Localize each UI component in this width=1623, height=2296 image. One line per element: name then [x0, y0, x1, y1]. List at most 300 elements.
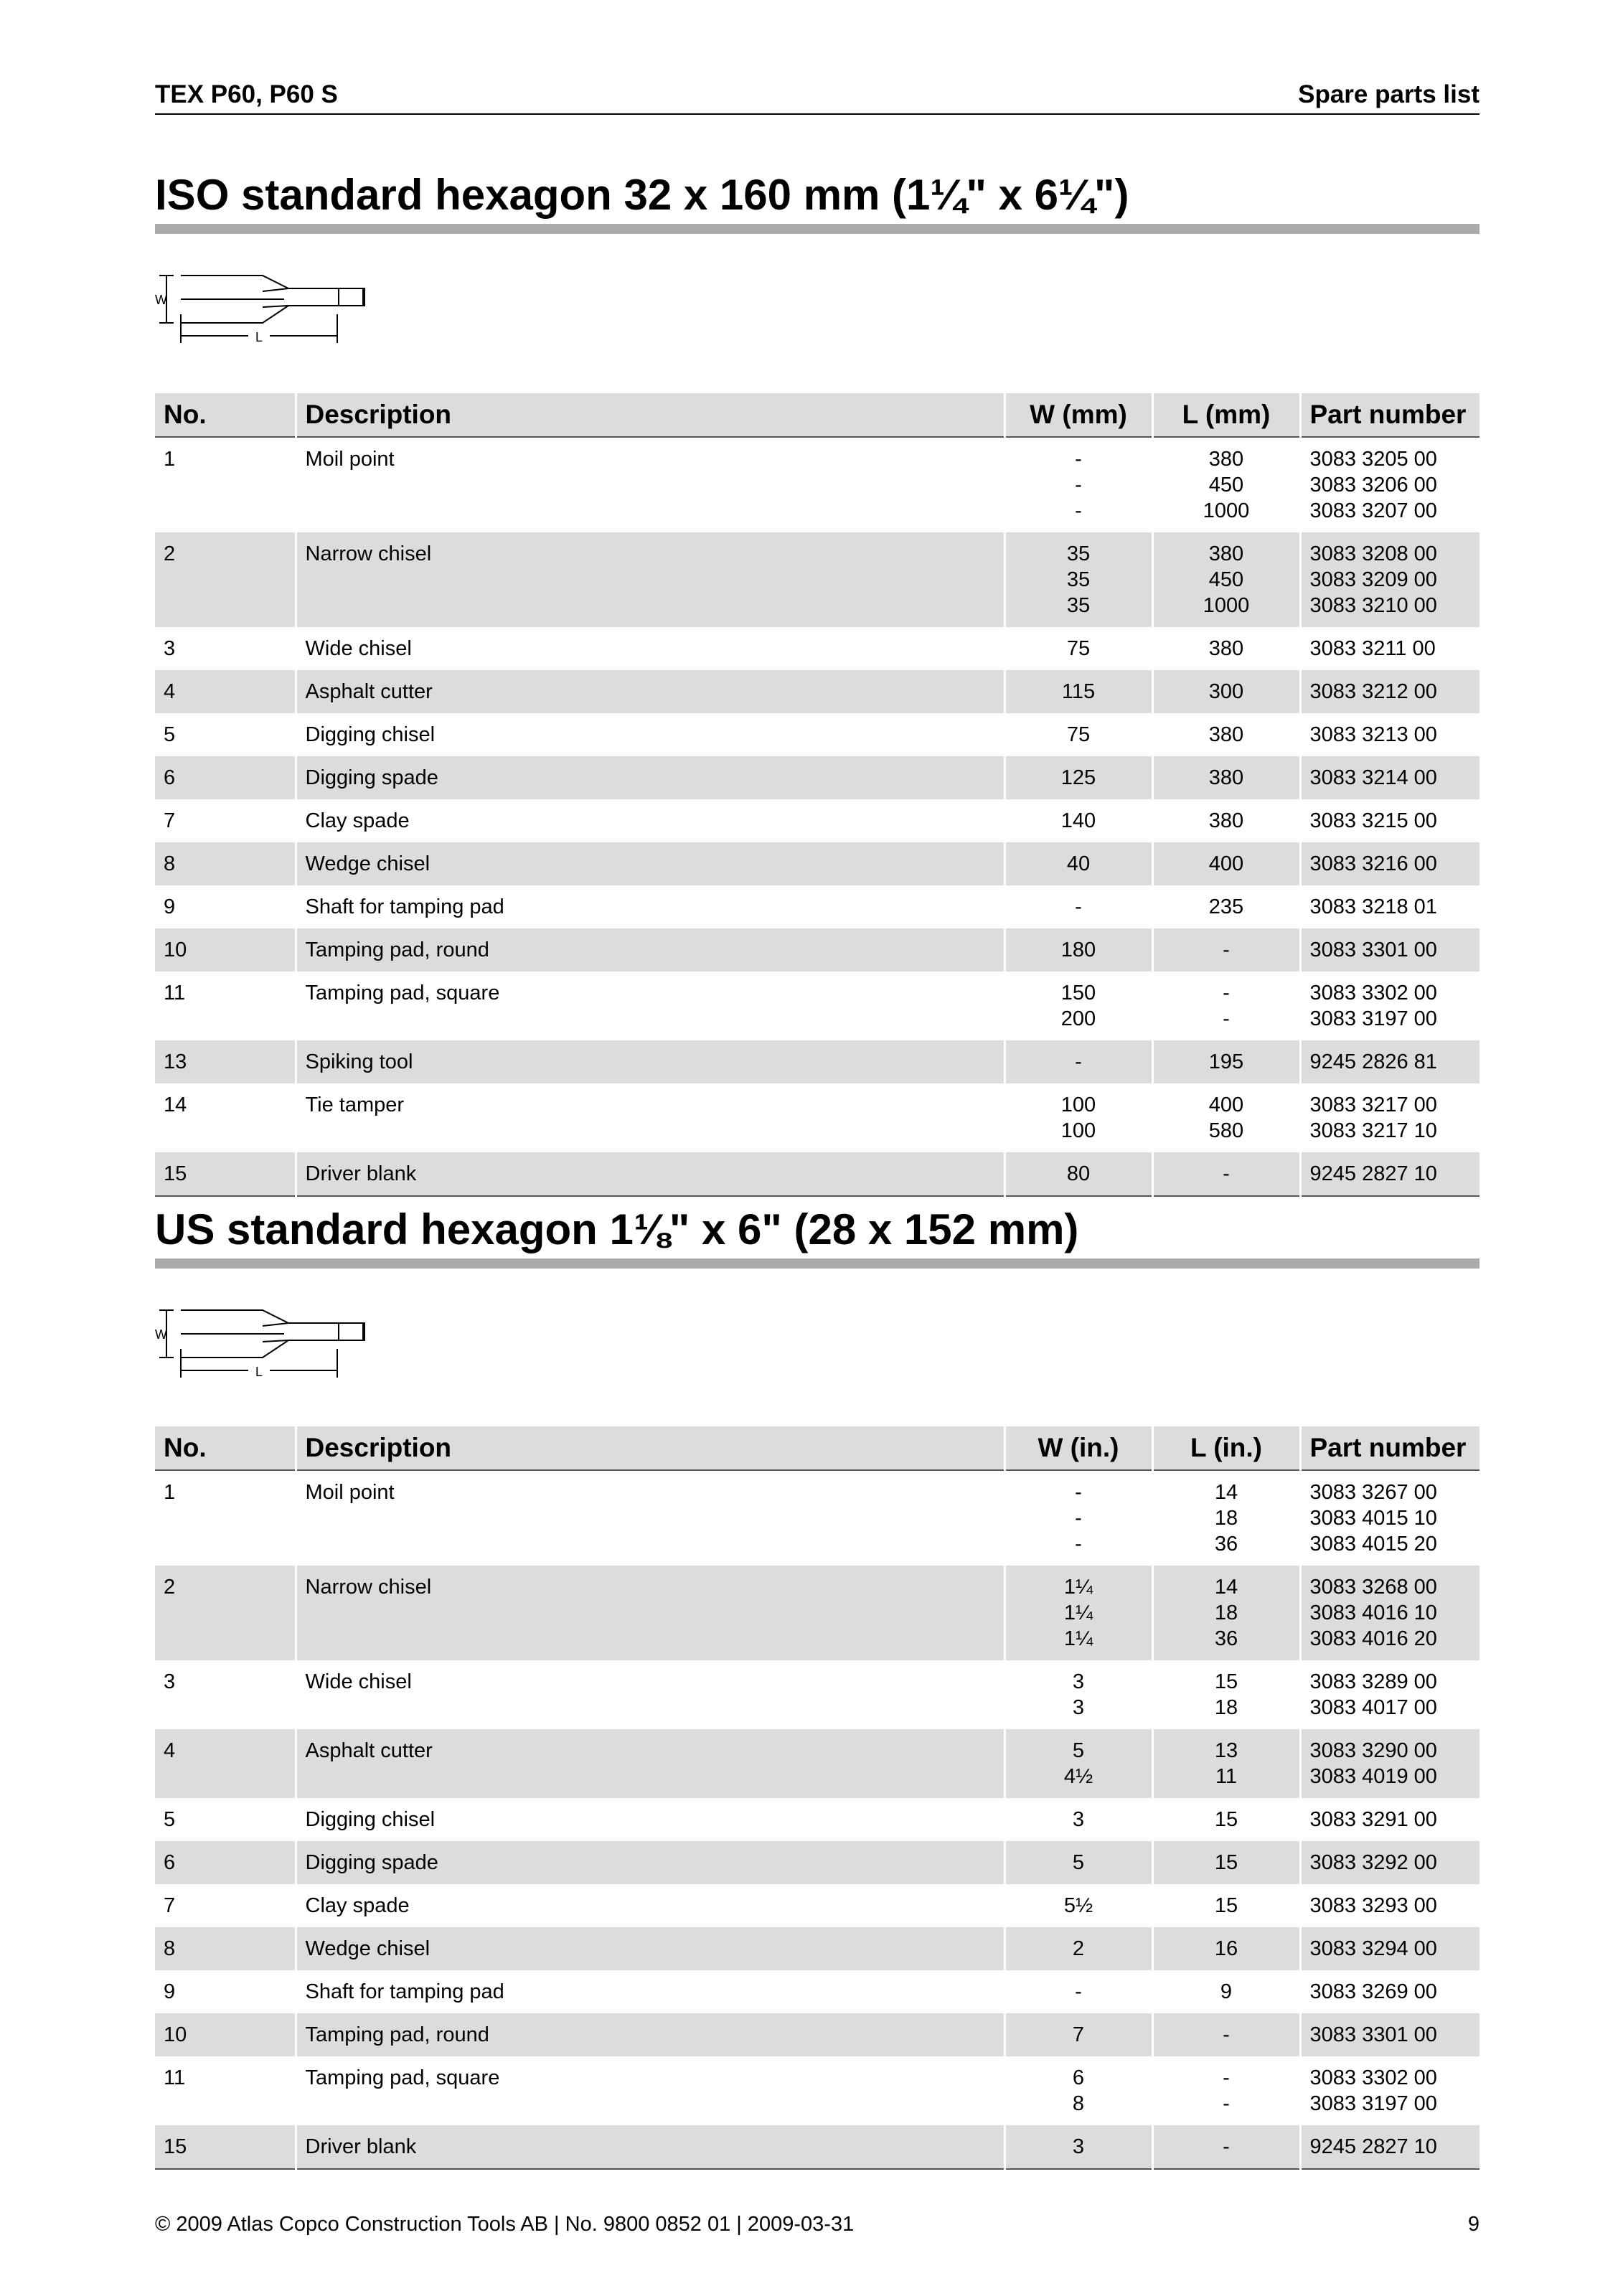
cell-w-line: 180 — [1060, 938, 1096, 961]
cell-description: Tamping pad, square — [296, 971, 1005, 1040]
cell-part-number — [1300, 1798, 1479, 1841]
page-footer — [155, 2211, 1479, 2237]
cell-part-number-line: 9245 2826 81 — [1309, 1050, 1437, 1073]
cell-l — [1152, 1660, 1300, 1729]
cell-w — [1005, 1970, 1152, 2013]
cell-l — [1152, 2056, 1300, 2125]
cell-part-number — [1300, 1884, 1479, 1927]
us-tool-diagram — [155, 1306, 385, 1385]
cell-l-line: 18 — [1214, 1507, 1238, 1530]
cell-l-line: 15 — [1214, 1808, 1238, 1831]
cell-l — [1152, 1152, 1300, 1196]
table-row — [155, 437, 1479, 532]
iso-parts-table — [155, 393, 1479, 1197]
column-header-l: L (in.) — [1152, 1426, 1300, 1470]
cell-w-line: 4½ — [1063, 1765, 1093, 1788]
cell-part-number-line: 3083 3217 10 — [1309, 1119, 1437, 1142]
cell-no: 8 — [155, 842, 296, 885]
cell-description: Narrow chisel — [296, 1566, 1005, 1660]
cell-l — [1152, 713, 1300, 756]
cell-part-number-line: 3083 3215 00 — [1309, 809, 1437, 832]
cell-w-line: 3 — [1072, 2135, 1085, 2158]
cell-description: Narrow chisel — [296, 532, 1005, 627]
column-header-l: L (mm) — [1152, 393, 1300, 437]
cell-part-number — [1300, 2013, 1479, 2056]
iso-tool-diagram — [155, 271, 385, 350]
cell-l-line: 14 — [1214, 1481, 1238, 1504]
column-header-description: Description — [296, 1426, 1005, 1470]
cell-w — [1005, 1841, 1152, 1884]
table-row — [155, 532, 1479, 627]
cell-l — [1152, 1970, 1300, 2013]
cell-w-line: 2 — [1072, 1937, 1085, 1960]
cell-l-line: 15 — [1214, 1894, 1238, 1917]
cell-w — [1005, 1152, 1152, 1196]
cell-part-number-line: 3083 3197 00 — [1309, 1007, 1437, 1030]
w-dimension-label: W — [155, 293, 167, 307]
cell-w-line: 8 — [1072, 2092, 1085, 2115]
cell-part-number — [1300, 1970, 1479, 2013]
cell-l-line: 450 — [1208, 474, 1244, 497]
cell-part-number — [1300, 842, 1479, 885]
cell-w — [1005, 1083, 1152, 1152]
table-row — [155, 670, 1479, 713]
column-header-description: Description — [296, 393, 1005, 437]
cell-w — [1005, 756, 1152, 799]
cell-part-number-line: 9245 2827 10 — [1309, 1162, 1437, 1185]
cell-part-number-line: 3083 3290 00 — [1309, 1739, 1437, 1762]
iso-section-title: ISO standard hexagon 32 x 160 mm (1¼" x 6¼") — [155, 171, 1129, 219]
cell-l — [1152, 842, 1300, 885]
cell-l-line: 36 — [1214, 1627, 1238, 1650]
cell-no: 1 — [164, 448, 176, 471]
cell-part-number — [1300, 627, 1479, 670]
cell-description: Tamping pad, square — [296, 2056, 1005, 2125]
cell-l-line: 18 — [1214, 1601, 1238, 1624]
table-row — [155, 799, 1479, 842]
cell-no: 10 — [155, 928, 296, 971]
cell-w-line: 100 — [1060, 1119, 1096, 1142]
cell-part-number-line: 3083 3269 00 — [1309, 1980, 1437, 2003]
cell-l — [1152, 1798, 1300, 1841]
cell-w-line: 1¼ — [1063, 1601, 1093, 1624]
cell-l-line: - — [1223, 938, 1230, 961]
cell-l-line: 15 — [1214, 1851, 1238, 1874]
cell-l-line: - — [1223, 2135, 1230, 2158]
cell-part-number-line: 3083 3207 00 — [1309, 499, 1437, 522]
table-row — [155, 1841, 1479, 1884]
cell-no: 7 — [164, 1894, 176, 1917]
cell-w — [1005, 1798, 1152, 1841]
cell-no: 5 — [164, 723, 176, 746]
cell-description: Wide chisel — [296, 1660, 1005, 1729]
cell-part-number — [1300, 1927, 1479, 1970]
cell-l — [1152, 885, 1300, 928]
cell-description: Shaft for tamping pad — [296, 885, 1005, 928]
cell-l-line: 300 — [1208, 680, 1244, 703]
cell-w-line: 115 — [1061, 680, 1096, 703]
cell-w — [1005, 842, 1152, 885]
table-header-row — [155, 1426, 1479, 1470]
cell-part-number-line: 3083 4016 10 — [1309, 1601, 1437, 1624]
w-dimension-label: W — [155, 1327, 167, 1342]
cell-part-number-line: 3083 3214 00 — [1309, 766, 1437, 789]
cell-no: 4 — [155, 1729, 296, 1798]
cell-l-line: 400 — [1208, 1093, 1244, 1116]
cell-w-line: 140 — [1060, 809, 1096, 832]
cell-l-line: - — [1223, 2023, 1230, 2046]
table-row — [155, 1083, 1479, 1152]
cell-part-number-line: 3083 3294 00 — [1309, 1937, 1437, 1960]
cell-l-line: 195 — [1208, 1050, 1244, 1073]
cell-description: Digging spade — [296, 756, 1005, 799]
cell-part-number-line: 3083 3291 00 — [1309, 1808, 1437, 1831]
cell-part-number — [1300, 1470, 1479, 1566]
cell-no: 10 — [155, 2013, 296, 2056]
us-parts-table — [155, 1426, 1479, 2170]
cell-part-number-line: 3083 3197 00 — [1309, 2092, 1437, 2115]
cell-part-number-line: 3083 3267 00 — [1309, 1481, 1437, 1504]
cell-part-number-line: 3083 4019 00 — [1309, 1765, 1437, 1788]
cell-description: Moil point — [296, 1470, 1005, 1566]
table-row — [155, 1470, 1479, 1566]
cell-w-line: 100 — [1060, 1093, 1096, 1116]
cell-l-line: 18 — [1214, 1696, 1238, 1719]
cell-part-number — [1300, 1729, 1479, 1798]
cell-part-number — [1300, 713, 1479, 756]
cell-no: 5 — [164, 1808, 176, 1831]
cell-part-number — [1300, 670, 1479, 713]
us-title-bar — [155, 1258, 1479, 1269]
table-row — [155, 2056, 1479, 2125]
cell-w-line: 5 — [1072, 1739, 1085, 1762]
cell-l-line: 450 — [1208, 568, 1244, 591]
cell-w — [1005, 437, 1152, 532]
cell-l — [1152, 437, 1300, 532]
cell-l — [1152, 1566, 1300, 1660]
cell-w-line: - — [1075, 1050, 1082, 1073]
cell-w — [1005, 885, 1152, 928]
cell-l-line: 235 — [1208, 895, 1244, 918]
cell-l — [1152, 1470, 1300, 1566]
cell-w-line: 75 — [1066, 637, 1091, 660]
cell-w — [1005, 713, 1152, 756]
table-header-row — [155, 393, 1479, 437]
table-row — [155, 885, 1479, 928]
cell-l-line: - — [1223, 1007, 1230, 1030]
cell-part-number-line: 3083 4017 00 — [1309, 1696, 1437, 1719]
cell-description: Clay spade — [296, 1884, 1005, 1927]
cell-l-line: 15 — [1214, 1670, 1238, 1693]
cell-part-number — [1300, 1566, 1479, 1660]
cell-w — [1005, 1566, 1152, 1660]
cell-w-line: 35 — [1066, 542, 1091, 565]
cell-w-line: - — [1075, 895, 1082, 918]
cell-part-number — [1300, 799, 1479, 842]
cell-no: 4 — [155, 670, 296, 713]
cell-description: Clay spade — [296, 799, 1005, 842]
cell-l-line: 9 — [1220, 1980, 1233, 2003]
cell-part-number-line: 3083 3216 00 — [1309, 852, 1437, 875]
product-name: TEX P60, P60 S — [155, 80, 338, 108]
cell-no: 3 — [164, 1670, 176, 1693]
cell-w-line: 3 — [1072, 1696, 1085, 1719]
table-row — [155, 1152, 1479, 1196]
cell-w-line: 1¼ — [1063, 1576, 1093, 1599]
cell-part-number-line: 3083 3213 00 — [1309, 723, 1437, 746]
iso-title-bar — [155, 224, 1479, 234]
cell-w-line: 35 — [1066, 568, 1091, 591]
cell-w-line: 3 — [1072, 1808, 1085, 1831]
cell-part-number — [1300, 437, 1479, 532]
cell-l — [1152, 2013, 1300, 2056]
cell-w-line: - — [1075, 448, 1082, 471]
cell-w-line: - — [1075, 499, 1082, 522]
cell-l-line: 380 — [1208, 723, 1244, 746]
cell-l-line: - — [1223, 2066, 1230, 2089]
cell-description: Asphalt cutter — [296, 1729, 1005, 1798]
cell-part-number — [1300, 2056, 1479, 2125]
cell-w-line: - — [1075, 1507, 1082, 1530]
cell-l-line: 11 — [1215, 1765, 1238, 1788]
cell-description: Tamping pad, round — [296, 2013, 1005, 2056]
cell-l-line: 580 — [1208, 1119, 1244, 1142]
cell-part-number-line: 3083 4015 10 — [1309, 1507, 1437, 1530]
cell-description: Driver blank — [296, 1152, 1005, 1196]
cell-no: 9 — [164, 1980, 176, 2003]
table-row — [155, 1798, 1479, 1841]
cell-w — [1005, 532, 1152, 627]
cell-no: 6 — [155, 1841, 296, 1884]
table-row — [155, 1660, 1479, 1729]
cell-no: 11 — [164, 982, 186, 1004]
cell-l-line: 36 — [1214, 1533, 1238, 1556]
cell-w-line: 1¼ — [1063, 1627, 1093, 1650]
cell-part-number-line: 3083 3301 00 — [1309, 2023, 1437, 2046]
column-header-w: W (mm) — [1005, 393, 1152, 437]
cell-part-number-line: 3083 3268 00 — [1309, 1576, 1437, 1599]
table-row — [155, 1040, 1479, 1083]
table-row — [155, 2125, 1479, 2169]
cell-part-number-line: 3083 3208 00 — [1309, 542, 1437, 565]
cell-l — [1152, 799, 1300, 842]
cell-l-line: 16 — [1214, 1937, 1238, 1960]
table-row — [155, 1566, 1479, 1660]
cell-no: 2 — [155, 532, 296, 627]
copyright-text: © 2009 Atlas Copco Construction Tools AB | No. 9800 0852 01 | 2009-03-31 — [155, 2213, 855, 2236]
cell-w-line: 75 — [1066, 723, 1091, 746]
column-header-part-number: Part number — [1300, 393, 1479, 437]
l-dimension-label: L — [255, 1365, 263, 1379]
cell-part-number — [1300, 1152, 1479, 1196]
page-header — [155, 77, 1479, 115]
cell-l — [1152, 1729, 1300, 1798]
cell-w — [1005, 1729, 1152, 1798]
cell-part-number — [1300, 2125, 1479, 2169]
table-row — [155, 627, 1479, 670]
cell-w-line: 40 — [1066, 852, 1091, 875]
cell-w — [1005, 1660, 1152, 1729]
column-header-part-number: Part number — [1300, 1426, 1479, 1470]
cell-w — [1005, 2125, 1152, 2169]
column-header-w: W (in.) — [1005, 1426, 1152, 1470]
cell-w-line: - — [1075, 1481, 1082, 1504]
cell-w-line: - — [1075, 1980, 1082, 2003]
cell-l — [1152, 532, 1300, 627]
cell-l — [1152, 2125, 1300, 2169]
column-header-no: No. — [155, 393, 296, 437]
table-row — [155, 1970, 1479, 2013]
cell-no: 7 — [164, 809, 176, 832]
cell-part-number-line: 3083 3218 01 — [1309, 895, 1437, 918]
cell-w — [1005, 1927, 1152, 1970]
cell-description: Moil point — [296, 437, 1005, 532]
cell-l-line: 13 — [1214, 1739, 1238, 1762]
cell-description: Spiking tool — [296, 1040, 1005, 1083]
cell-no: 3 — [164, 637, 176, 660]
cell-w-line: 80 — [1066, 1162, 1091, 1185]
table-row — [155, 756, 1479, 799]
cell-part-number — [1300, 1841, 1479, 1884]
cell-l-line: 1000 — [1203, 594, 1250, 617]
cell-w — [1005, 627, 1152, 670]
cell-w-line: - — [1075, 1533, 1082, 1556]
cell-description: Tie tamper — [296, 1083, 1005, 1152]
cell-part-number-line: 3083 3302 00 — [1309, 982, 1437, 1004]
table-row — [155, 928, 1479, 971]
section-name: Spare parts list — [1298, 80, 1479, 108]
cell-part-number-line: 3083 3289 00 — [1309, 1670, 1437, 1693]
cell-l-line: - — [1223, 1162, 1230, 1185]
cell-part-number — [1300, 928, 1479, 971]
cell-w-line: 5½ — [1063, 1894, 1093, 1917]
cell-part-number-line: 3083 3292 00 — [1309, 1851, 1437, 1874]
cell-part-number — [1300, 885, 1479, 928]
table-row — [155, 1927, 1479, 1970]
cell-l-line: 380 — [1208, 542, 1244, 565]
cell-part-number — [1300, 1040, 1479, 1083]
cell-part-number-line: 3083 3209 00 — [1309, 568, 1437, 591]
cell-l-line: 14 — [1214, 1576, 1238, 1599]
cell-w — [1005, 2056, 1152, 2125]
cell-part-number — [1300, 1083, 1479, 1152]
cell-w — [1005, 670, 1152, 713]
l-dimension-label: L — [255, 330, 263, 344]
cell-part-number-line: 9245 2827 10 — [1309, 2135, 1437, 2158]
cell-w-line: 125 — [1060, 766, 1096, 789]
cell-w — [1005, 1884, 1152, 1927]
cell-w — [1005, 971, 1152, 1040]
cell-no: 1 — [164, 1481, 176, 1504]
table-row — [155, 1884, 1479, 1927]
cell-description: Digging chisel — [296, 713, 1005, 756]
cell-l — [1152, 756, 1300, 799]
cell-l-line: 380 — [1208, 766, 1244, 789]
cell-l — [1152, 1927, 1300, 1970]
page-number: 9 — [1467, 2213, 1479, 2236]
cell-w — [1005, 1470, 1152, 1566]
cell-description: Wide chisel — [296, 627, 1005, 670]
cell-l — [1152, 971, 1300, 1040]
cell-description: Digging spade — [296, 1841, 1005, 1884]
cell-l — [1152, 627, 1300, 670]
cell-part-number-line: 3083 3302 00 — [1309, 2066, 1437, 2089]
cell-w-line: 5 — [1072, 1851, 1085, 1874]
cell-l-line: 1000 — [1203, 499, 1250, 522]
cell-part-number-line: 3083 3301 00 — [1309, 938, 1437, 961]
cell-description: Shaft for tamping pad — [296, 1970, 1005, 2013]
cell-part-number-line: 3083 3217 00 — [1309, 1093, 1437, 1116]
cell-l — [1152, 670, 1300, 713]
cell-no: 14 — [164, 1093, 187, 1116]
cell-part-number — [1300, 971, 1479, 1040]
cell-part-number — [1300, 532, 1479, 627]
cell-part-number-line: 3083 3205 00 — [1309, 448, 1437, 471]
cell-w — [1005, 799, 1152, 842]
cell-l-line: 400 — [1208, 852, 1244, 875]
cell-part-number — [1300, 1660, 1479, 1729]
cell-part-number-line: 3083 3206 00 — [1309, 474, 1437, 497]
cell-part-number-line: 3083 4016 20 — [1309, 1627, 1437, 1650]
table-row — [155, 842, 1479, 885]
cell-no: 15 — [155, 1152, 296, 1196]
cell-l — [1152, 928, 1300, 971]
cell-no: 9 — [164, 895, 176, 918]
cell-part-number-line: 3083 3211 00 — [1309, 637, 1436, 660]
column-header-no: No. — [155, 1426, 296, 1470]
cell-description: Wedge chisel — [296, 1927, 1005, 1970]
cell-part-number-line: 3083 3293 00 — [1309, 1894, 1437, 1917]
table-row — [155, 971, 1479, 1040]
cell-w-line: - — [1075, 474, 1082, 497]
cell-w — [1005, 928, 1152, 971]
cell-l — [1152, 1841, 1300, 1884]
cell-part-number-line: 3083 3210 00 — [1309, 594, 1437, 617]
cell-w-line: 7 — [1072, 2023, 1085, 2046]
cell-w-line: 6 — [1072, 2066, 1085, 2089]
cell-l-line: 380 — [1208, 448, 1244, 471]
cell-l-line: 380 — [1208, 809, 1244, 832]
cell-no: 6 — [155, 756, 296, 799]
cell-part-number-line: 3083 4015 20 — [1309, 1533, 1437, 1556]
cell-l — [1152, 1083, 1300, 1152]
cell-w — [1005, 1040, 1152, 1083]
cell-w-line: 3 — [1072, 1670, 1085, 1693]
cell-no: 11 — [164, 2066, 186, 2089]
cell-part-number — [1300, 756, 1479, 799]
cell-w-line: 200 — [1060, 1007, 1096, 1030]
cell-description: Asphalt cutter — [296, 670, 1005, 713]
cell-description: Wedge chisel — [296, 842, 1005, 885]
cell-l-line: - — [1223, 982, 1230, 1004]
cell-no: 15 — [155, 2125, 296, 2169]
cell-l-line: 380 — [1208, 637, 1244, 660]
cell-description: Tamping pad, round — [296, 928, 1005, 971]
cell-description: Digging chisel — [296, 1798, 1005, 1841]
cell-w-line: 35 — [1066, 594, 1091, 617]
cell-w-line: 150 — [1060, 982, 1096, 1004]
us-section-title: US standard hexagon 1⅛" x 6" (28 x 152 mm) — [155, 1205, 1079, 1253]
cell-l-line: - — [1223, 2092, 1230, 2115]
cell-no: 13 — [155, 1040, 296, 1083]
cell-no: 8 — [155, 1927, 296, 1970]
cell-description: Driver blank — [296, 2125, 1005, 2169]
table-row — [155, 1729, 1479, 1798]
cell-no: 2 — [155, 1566, 296, 1660]
cell-l — [1152, 1884, 1300, 1927]
cell-part-number-line: 3083 3212 00 — [1309, 680, 1437, 703]
cell-w — [1005, 2013, 1152, 2056]
